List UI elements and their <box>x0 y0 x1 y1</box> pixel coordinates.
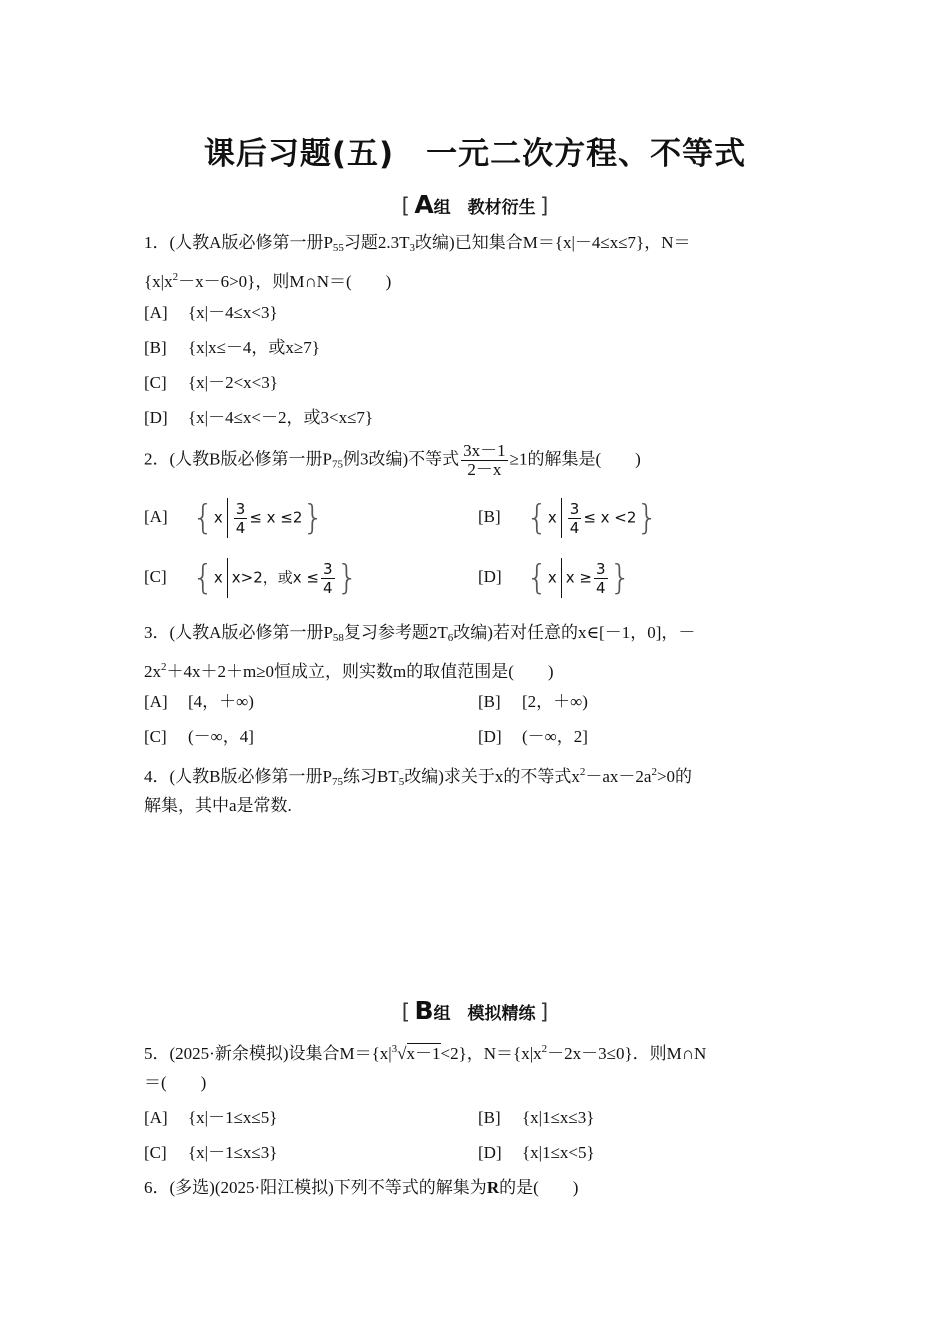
bracket-open: [ <box>401 194 410 218</box>
q3-option-a[interactable]: [A] [4，＋∞) <box>144 692 254 711</box>
group-a-header <box>0 190 950 219</box>
q2-option-a[interactable]: [A] {x $\frac{3}{4}$ ≤ x ≤2} <box>144 498 325 538</box>
q1-option-c[interactable]: [C] {x|－2<x<3} <box>144 373 278 392</box>
q4-line2: 解集，其中a是常数. <box>144 796 292 815</box>
q1-option-b[interactable]: [B] {x|x≤－4，或x≥7} <box>144 338 320 357</box>
q1-line1: 1．(人教A版必修第一册$P_{55}$习题$2.3T_3$改编)已知集合M＝{x|－4≤x≤7}，N＝ <box>144 233 691 254</box>
group-b-header <box>0 996 950 1025</box>
q5-option-a[interactable]: [A] {x|－1≤x≤5} <box>144 1108 278 1127</box>
q3-option-d[interactable]: [D] (－∞，2] <box>478 727 588 746</box>
q2-option-d[interactable]: [D] {x x ≥ $\frac{3}{4}$ } <box>478 558 632 598</box>
q2-option-b[interactable]: [B] {x $\frac{3}{4}$ ≤ x <2} <box>478 498 659 538</box>
q3-option-c[interactable]: [C] (－∞，4] <box>144 727 254 746</box>
bracket-close: ] <box>540 1000 549 1024</box>
q1-line2: $\{x|x^2-x-6>0\}$，则M∩N＝( ) <box>144 271 392 291</box>
q1-option-d[interactable]: [D] {x|－4≤x<－2，或3<x≤7} <box>144 408 374 427</box>
group-label: 组 教材衍生 <box>433 198 536 218</box>
q5-option-b[interactable]: [B] {x|1≤x≤3} <box>478 1108 595 1127</box>
q3-option-b[interactable]: [B] [2，＋∞) <box>478 692 588 711</box>
q3-line2: $2x^2+4x+2+m\ge 0$恒成立，则实数m的取值范围是( ) <box>144 661 554 681</box>
q5-line2: ＝( ) <box>144 1073 207 1092</box>
q2-stem: 2．(人教B版必修第一册$P_{75}$例3改编)不等式 $\frac{3x-1}{2-x}$ ≥1的解集是( ) <box>144 441 641 479</box>
q3-line1: 3．(人教A版必修第一册$P_{58}$复习参考题$2T_6$改编)若对任意的x∈[－1，0]，－ <box>144 623 696 644</box>
q6-stem: 6．(多选)(2025·阳江模拟)下列不等式的解集为R的是( ) <box>144 1178 579 1197</box>
group-badge: A <box>414 190 434 219</box>
bracket-close: ] <box>540 194 549 218</box>
q5-option-d[interactable]: [D] {x|1≤x<5} <box>478 1143 595 1162</box>
group-badge: B <box>414 996 434 1025</box>
q1-option-a[interactable]: [A] {x|－4≤x<3} <box>144 303 278 322</box>
page-title: 课后习题(五) 一元二次方程、不等式 <box>203 136 747 172</box>
q5-option-c[interactable]: [C] {x|－1≤x≤3} <box>144 1143 278 1162</box>
q2-fraction: $\frac{3x-1}{2-x}$ <box>463 441 506 479</box>
q2-option-c[interactable]: [C] {x x>2，或x ≤ $\frac{3}{4}$ } <box>144 558 359 598</box>
group-label: 组 模拟精练 <box>433 1004 536 1024</box>
q4-line1: 4．(人教B版必修第一册$P_{75}$练习$BT_5$改编)求关于x的不等式$x^2-ax-2a^2>0$的 <box>144 766 693 788</box>
bracket-open: [ <box>401 1000 410 1024</box>
q5-line1: 5．(2025·新余模拟)设集合$M=\{x|^3√x-1<2\}$，$N=\{x|x^2-2x-3\le 0\}$．则M∩N <box>144 1043 707 1063</box>
